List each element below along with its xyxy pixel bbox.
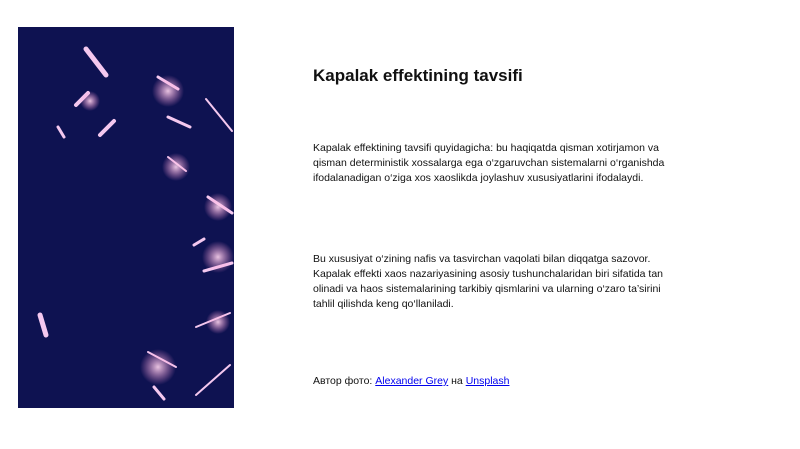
credit-prefix: Автор фото: <box>313 375 376 387</box>
description-paragraph-1: Kapalak effektining tavsifi quyidagicha: bu haqiqatda qisman xotirjamon va qisman deterministik xossalarga ega o‘zgaruvchan sistemalarni o‘rganishda ifodalanadigan o‘ziga xos xaoslikda joylashuv xususiyatlarini ifodalaydi. <box>313 142 665 184</box>
author-link[interactable]: Alexander Grey <box>375 375 449 387</box>
source-link[interactable]: Unsplash <box>465 375 510 387</box>
page-title: Kapalak effektining tavsifi <box>313 66 523 85</box>
sparkler-sparks-image <box>18 27 234 408</box>
credit-middle: на <box>448 375 466 387</box>
sparkler-photo <box>18 27 234 408</box>
photo-credit <box>313 375 509 387</box>
description-paragraph-2: Bu xususiyat o‘zining nafis va tasvirchan vaqolati bilan diqqatga sazovor. Kapalak effekti xaos nazariyasining asosiy tushunchalaridan biri sifatida tan olinadi va haos sistemalarining tarkibiy qismlarini va ularning o‘zaro ta’sirini tahlil qilishda keng qo‘llaniladi. <box>313 253 664 310</box>
